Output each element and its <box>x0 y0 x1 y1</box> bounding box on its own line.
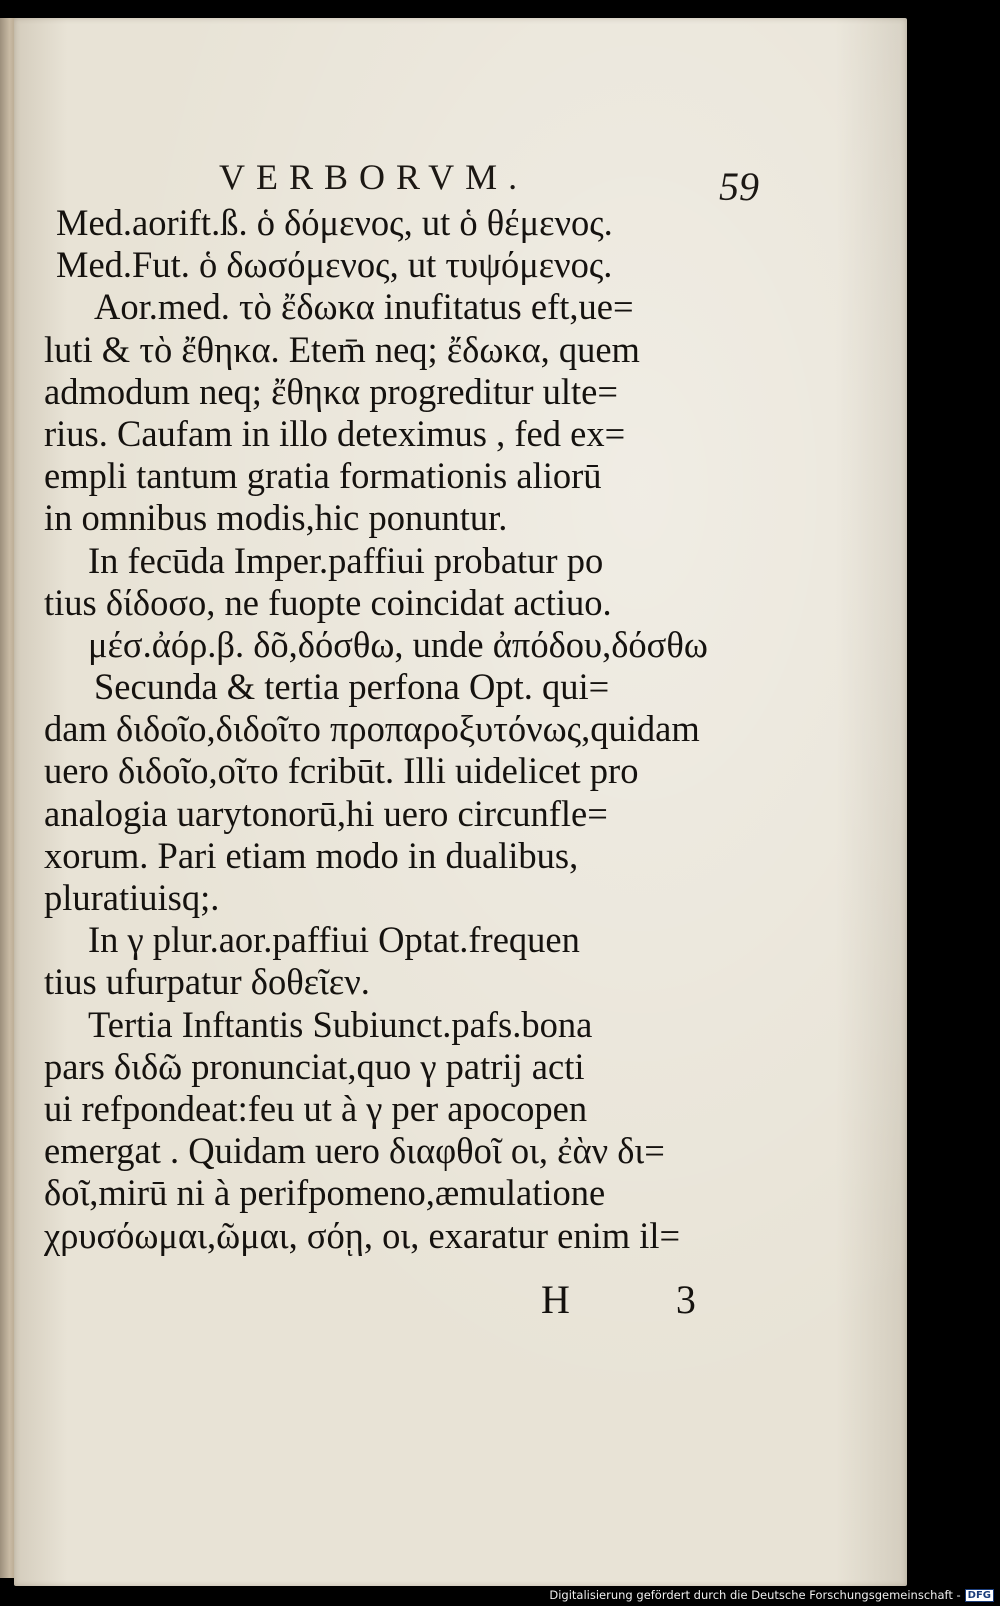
text-line: admodum neq; ἔθηκα progreditur ulte= <box>44 370 618 412</box>
text-line: tius δίδοσο, ne fuopte coincidat actiuo. <box>44 581 612 623</box>
text-line: empli tantum gratia formationis aliorū <box>44 455 602 497</box>
digitization-credit <box>549 1588 994 1602</box>
text-line: Med.Fut. ὁ δωσόμενος, ut τυψόμενος. <box>56 244 613 286</box>
text-line: dam διδοῖο,διδοῖτο προπαροξυτόνως,quidam <box>44 708 700 750</box>
text-line: analogia uarytonorū,hi uero circunfle= <box>44 792 608 834</box>
text-line: In fecūda Imper.paffiui probatur po <box>88 539 604 581</box>
book-page <box>14 18 907 1586</box>
text-line: In γ plur.aor.paffiui Optat.frequen <box>88 919 580 961</box>
text-line: emergat . Quidam uero διαφθοῖ οι, ἐὰν δι= <box>44 1130 665 1172</box>
text-line: rius. Caufam in illo deteximus , fed ex= <box>44 412 626 454</box>
text-line: Med.aorift.ß. ὁ δόμενος, ut ὁ θέμενος. <box>56 202 613 243</box>
text-line: uero διδοῖο,οῖτο fcribūt. Illi uidelicet pro <box>44 750 639 792</box>
text-line: μέσ.ἀόρ.β. δõ,δόσθω, unde ἀπόδου,δόσθω <box>88 623 708 665</box>
credit-text: Digitalisierung gefördert durch die Deutsche Forschungsgemeinschaft - <box>549 1588 961 1602</box>
text-line: luti & τὸ ἔθηκα. Etem̄ neq; ἔδωκα, quem <box>44 328 640 370</box>
text-line: Tertia Inftantis Subiunct.pafs.bona <box>88 1003 593 1045</box>
text-line: Aor.med. τὸ ἔδωκα inufitatus eft,ue= <box>94 286 634 328</box>
text-line: χρυσόωμαι,ῶμαι, σόῃ, οι, exaratur enim il= <box>44 1214 681 1256</box>
page-number: 59 <box>719 164 759 209</box>
text-line: xorum. Pari etiam modo in dualibus, <box>44 834 579 876</box>
text-line: pluratiuisq;. <box>44 877 220 918</box>
dfg-logo: DFG <box>965 1589 994 1602</box>
text-line: tius ufurpatur δοθεῖεν. <box>44 961 370 1003</box>
text-line: Secunda & tertia perfona Opt. qui= <box>94 666 610 708</box>
signature-mark: H 3 <box>541 1277 744 1322</box>
text-line: pars διδῶ pronunciat,quo γ patrij acti <box>44 1045 585 1087</box>
running-head: VERBORVM. <box>219 157 529 197</box>
text-line: in omnibus modis,hic ponuntur. <box>44 497 508 539</box>
text-line: δοῖ,mirū ni à perifpomeno,æmulatione <box>44 1172 606 1214</box>
body-text <box>44 202 708 1257</box>
text-line: ui refpondeat:feu ut à γ per apocopen <box>44 1087 588 1129</box>
